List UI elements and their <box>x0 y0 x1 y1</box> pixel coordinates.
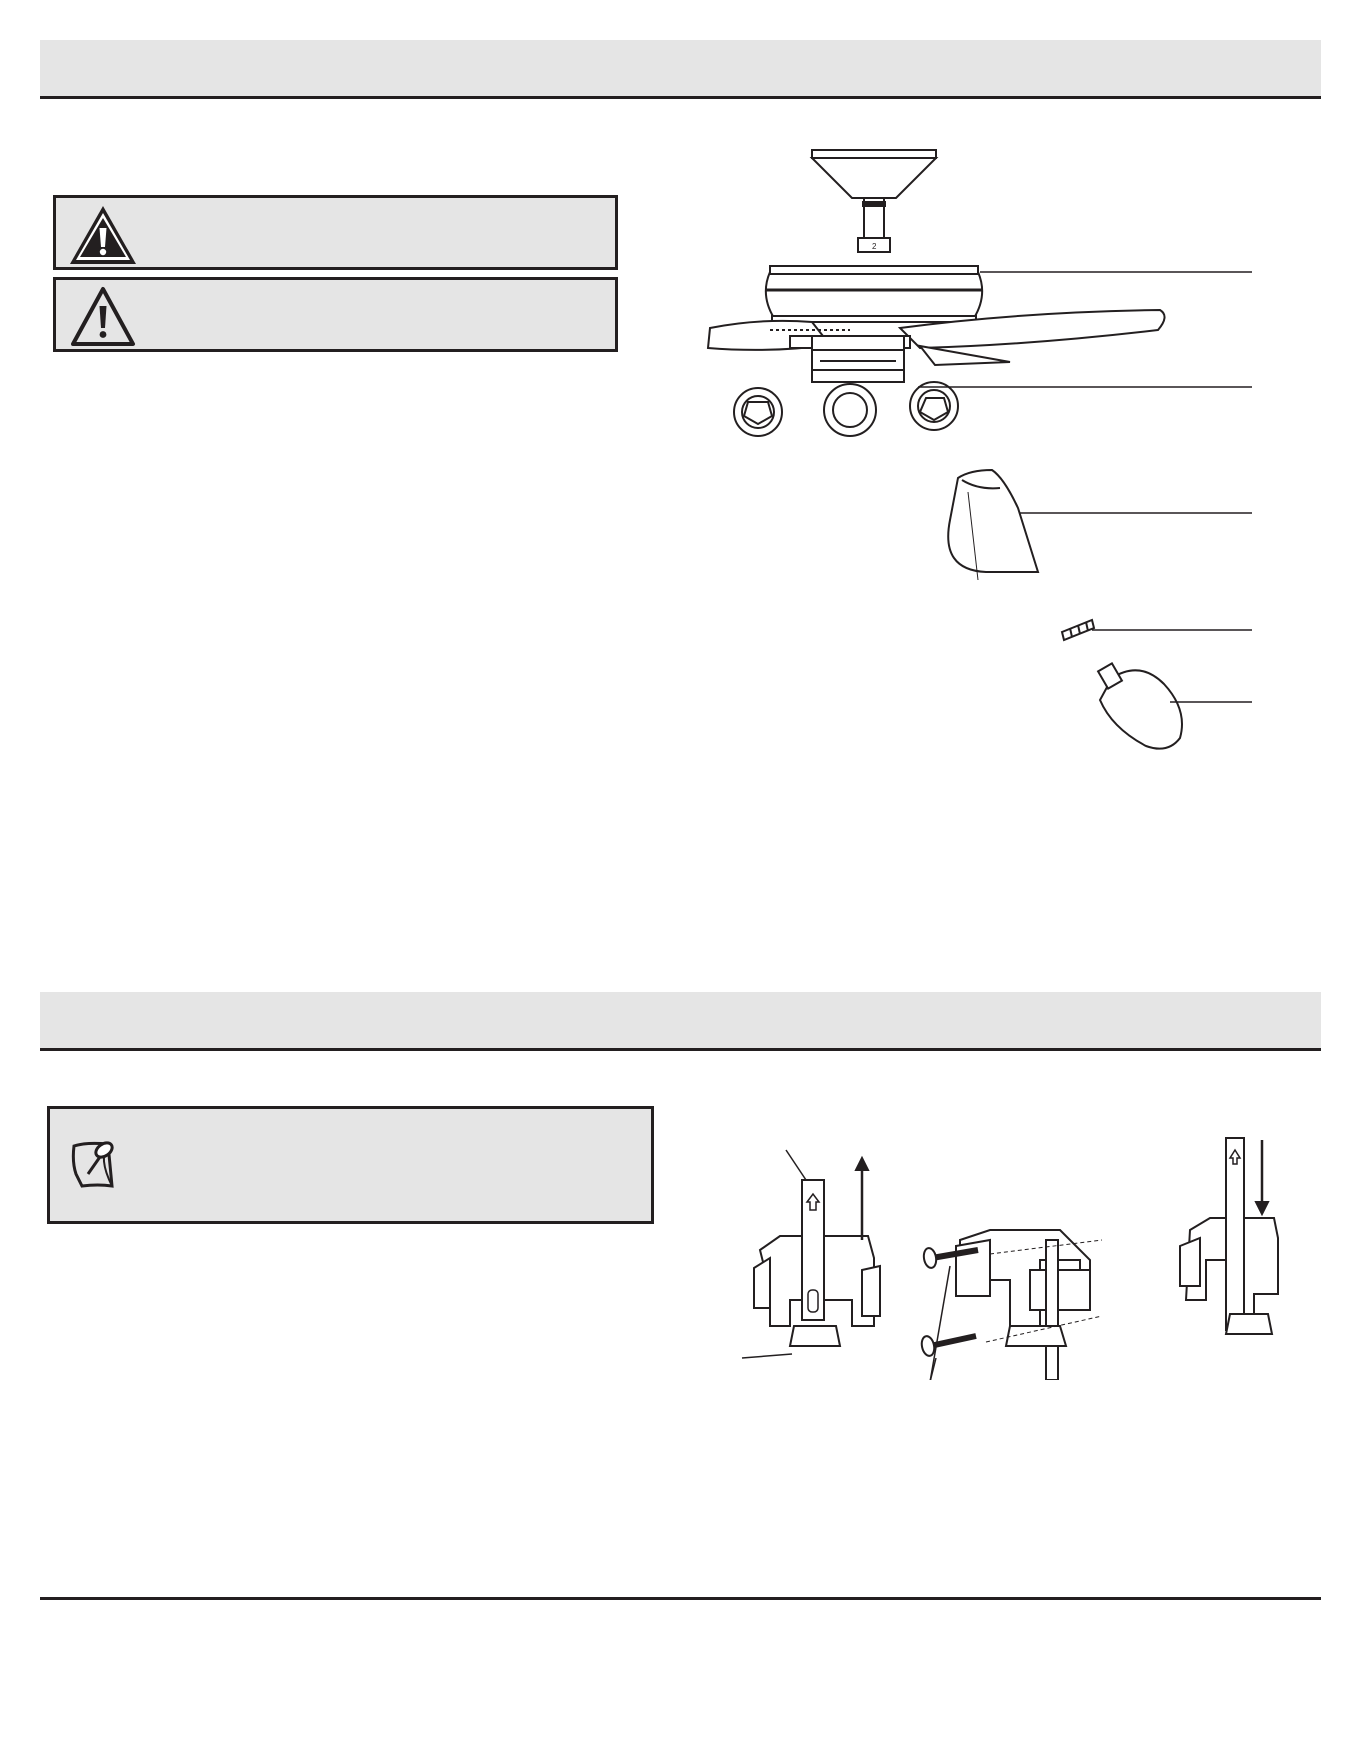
fan-motor-housing <box>766 266 982 322</box>
warning-triangle-icon <box>68 204 138 266</box>
light-kit-housing <box>812 336 904 382</box>
fan-canopy <box>812 150 936 198</box>
ceiling-fan-light-kit-illustration <box>700 140 1260 760</box>
footer-rule <box>40 1597 1321 1600</box>
fan-downrod <box>858 198 890 252</box>
caution-triangle-icon <box>70 286 136 348</box>
light-bulb <box>1098 663 1182 748</box>
hanging-bracket-illustration-step-1 <box>740 1140 890 1380</box>
warning-callout <box>53 195 618 270</box>
caution-callout <box>53 277 618 352</box>
svg-text:2: 2 <box>872 242 877 251</box>
section-header-bottom <box>40 992 1321 1051</box>
pushpin-note-icon <box>68 1134 128 1190</box>
light-sockets <box>734 382 958 436</box>
shade-ring <box>1062 620 1094 640</box>
section-header-top <box>40 40 1321 99</box>
hanging-bracket-illustration-step-2 <box>890 1150 1120 1380</box>
hanging-bracket-illustration-step-3 <box>1150 1130 1300 1380</box>
glass-shade <box>948 470 1038 580</box>
note-callout <box>47 1106 654 1224</box>
